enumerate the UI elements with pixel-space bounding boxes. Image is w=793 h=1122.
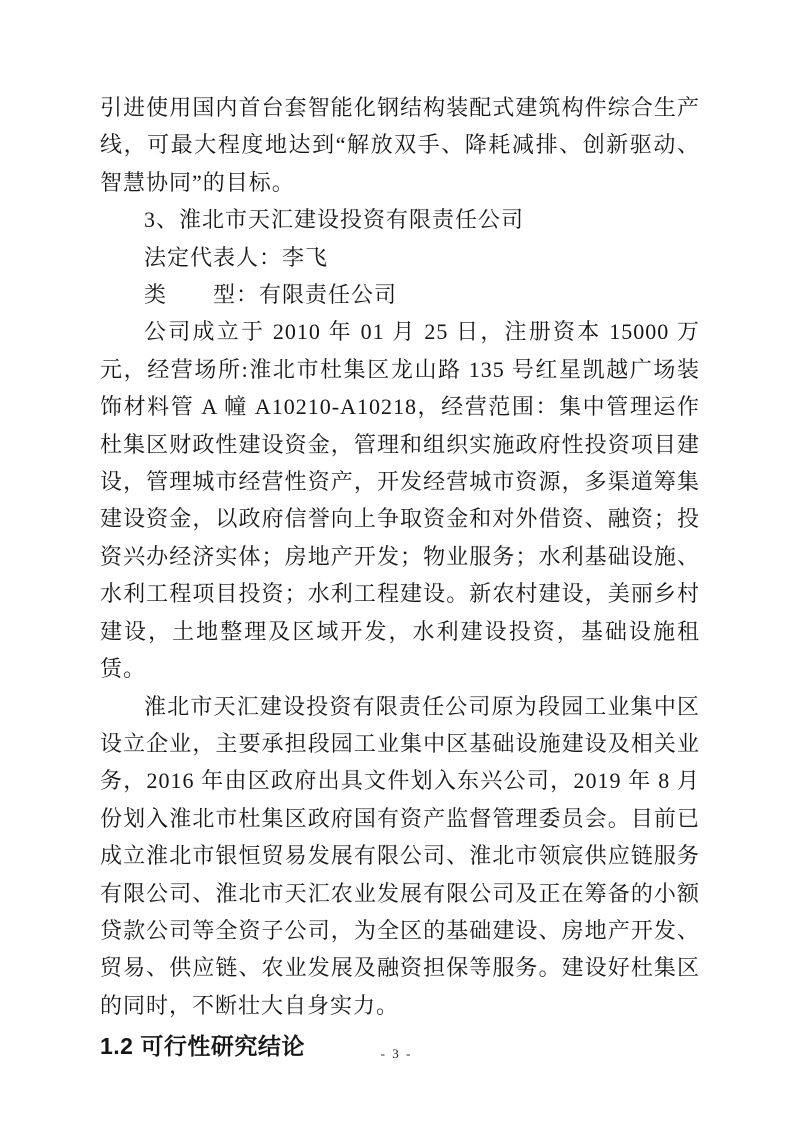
paragraph-company-type: 类 型：有限责任公司 xyxy=(144,282,398,308)
page-number: - 3 - xyxy=(380,1046,413,1061)
paragraph-legal-representative: 法定代表人：李飞 xyxy=(144,244,329,270)
section-heading-1-2: 1.2 可行性研究结论 xyxy=(100,1033,305,1060)
paragraph-company-history: 淮北市天汇建设投资有限责任公司原为段园工业集中区设立企业，主要承担段园工业集中区基础设施建设及相关业务，2016 年由区政府出具文件划入东兴公司，2019 年 8 月份划入淮北市杜集区政府国有资产监督管理委员会。目前已成立淮北市银恒贸易发展有限公司、淮北市领宸供应链服务有限公司、淮北市天汇农业发展有限公司及正在筹备的小额贷款公司等全资子公司，为全区的基础建设、房地产开发、贸易、供应链、农业发展及融资担保等服务。建设好杜集区的同时，不断壮大自身实力。 xyxy=(100,693,700,1018)
paragraph-company-item-3: 3、淮北市天汇建设投资有限责任公司 xyxy=(144,207,525,233)
paragraph-continuation: 引进使用国内首台套智能化钢结构装配式建筑构件综合生产线，可最大程度地达到“解放双手、降耗减排、创新驱动、智慧协同”的目标。 xyxy=(100,95,700,195)
document-body xyxy=(100,89,700,1063)
paragraph-company-registration: 公司成立于 2010 年 01 月 25 日，注册资本 15000 万元，经营场所:淮北市杜集区龙山路 135 号红星凯越广场装饰材料管 A 幢 A10210-A10218，经营范围：集中管理运作杜集区财政性建设资金，管理和组织实施政府性投资项目建设，管理城市经营性资产，开发经营城市资源，多渠道筹集建设资金，以政府信誉向上争取资金和对外借资、融资；投资兴办经济实体；房地产开发；物业服务；水利基础设施、水利工程项目投资；水利工程建设。新农村建设，美丽乡村建设，土地整理及区域开发，水利建设投资，基础设施租赁。 xyxy=(100,319,700,682)
